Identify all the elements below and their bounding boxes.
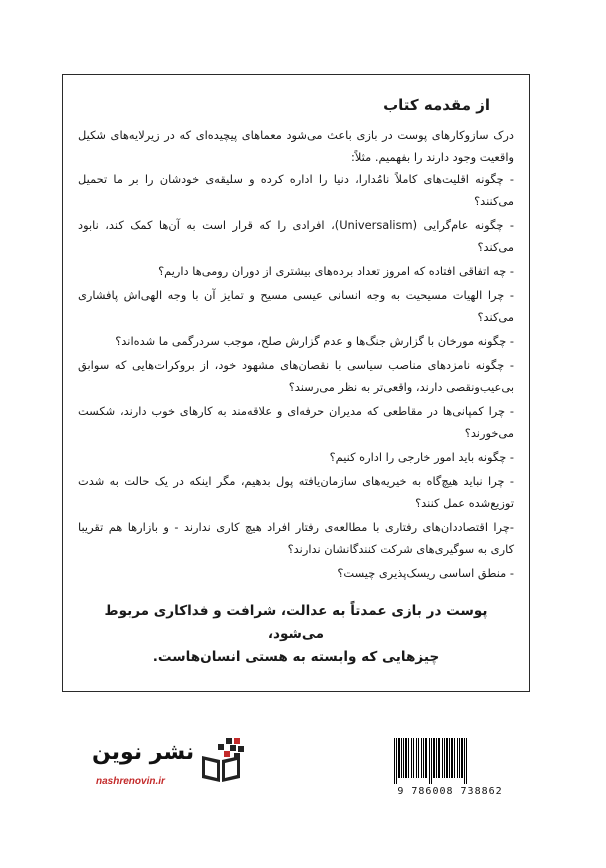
- list-item: - چگونه مورخان با گزارش جنگ‌ها و عدم گزارش صلح، موجب سردرگمی ما شده‌اند؟: [115, 334, 514, 348]
- barcode-bar: [401, 738, 402, 778]
- barcode-bar: [459, 738, 460, 778]
- closing-line: چیزهایی که وابسته به هستی انسان‌هاست.: [152, 649, 440, 665]
- barcode-bar: [457, 738, 458, 778]
- barcode-bar: [418, 738, 419, 778]
- publisher-logo: [92, 738, 252, 796]
- barcode-bar: [429, 738, 430, 784]
- barcode-bar: [438, 738, 440, 778]
- barcode-bar: [416, 738, 417, 778]
- closing-line: پوست در بازی عمدتاً به عدالت، شرافت و فداکاری مربوط می‌شود،: [104, 603, 488, 642]
- barcode-bar: [442, 738, 443, 778]
- barcode-bar: [405, 738, 407, 778]
- list-item: - چرا الهیات مسیحیت به وجه انسانی عیسی مسیح و تمایز آن با وجه الهی‌اش پافشاری می‌کند؟: [78, 288, 514, 324]
- barcode-bar: [446, 738, 448, 778]
- barcode-bar: [411, 738, 412, 778]
- barcode-bar: [394, 738, 395, 784]
- barcode-bar: [466, 738, 467, 784]
- list-item: - چگونه نامزدهای مناصب سیاسی با نقصان‌های مشهود خود، از بروکرات‌هایی که سوابق بی‌عیب‌ونقصی دارند، واقعی‌تر به نظر می‌رسند؟: [78, 358, 514, 394]
- barcode-bar: [436, 738, 437, 778]
- barcode-bar: [403, 738, 404, 778]
- barcode-bar: [431, 738, 432, 784]
- list-item: - چگونه عام‌گرایی (Universalism)، افرادی را که قرار است به آن‌ها کمک کند، نابود می‌کند؟: [78, 218, 514, 254]
- barcode-bar: [454, 738, 455, 778]
- question-list: [78, 168, 514, 584]
- list-item: - چگونه اقلیت‌های کاملاً نامُدارا، دنیا را اداره کرده و سلیقه‌ی خودشان را بر ما تحمیل می‌کنند؟: [78, 172, 514, 208]
- book-pixel-logo-icon: [200, 738, 246, 784]
- barcode-bar: [421, 738, 422, 778]
- excerpt-title: از مقدمه کتاب: [383, 96, 490, 114]
- isbn-number: 9 786008 738862: [397, 786, 503, 797]
- list-item: - چگونه باید امور خارجی را اداره کنیم؟: [329, 450, 514, 464]
- barcode-bars: [388, 738, 512, 784]
- list-item: - منطق اساسی ریسک‌پذیری چیست؟: [337, 566, 514, 580]
- barcode-bar: [433, 738, 435, 778]
- publisher-url: nashrenovin.ir: [96, 776, 165, 787]
- book-excerpt: [78, 96, 514, 669]
- barcode-bar: [413, 738, 414, 778]
- list-item: - چه اتفاقی افتاده که امروز تعداد برده‌های بیشتری از دوران رومی‌ها داریم؟: [158, 264, 514, 278]
- closing-statement: [78, 600, 514, 669]
- list-item: -چرا اقتصاددان‌های رفتاری با مطالعه‌ی رفتار افراد هیچ کاری ندارند - و بازارها هم تقریبا کاری به سوگیری‌های شرکت کنندگانشان ندارند؟: [78, 520, 514, 556]
- barcode-bar: [425, 738, 427, 778]
- list-item: - چرا نباید هیچ‌گاه به خیریه‌های سازمان‌یافته پول بدهیم، مگر اینکه در یک حالت به شدت توزیع‌شده عمل کنند؟: [78, 474, 514, 510]
- excerpt-intro: درک سازوکارهای پوست در بازی باعث می‌شود معماهای پیچیده‌ای که در زیرلایه‌های شکیل واقعیت وجود دارند را بفهمیم. مثلاً:: [78, 128, 514, 164]
- isbn-barcode: [388, 738, 512, 796]
- barcode-bar: [408, 738, 409, 778]
- barcode-bar: [423, 738, 424, 778]
- barcode-bar: [396, 738, 397, 784]
- barcode-bar: [398, 738, 400, 778]
- barcode-bar: [464, 738, 465, 784]
- list-item: - چرا کمپانی‌ها در مقاطعی که مدیران حرفه‌ای و علاقه‌مند به کارهای خوب دارند، شکست می‌خورند؟: [78, 404, 514, 440]
- barcode-bar: [451, 738, 453, 778]
- publisher-name: نشر نوین: [92, 740, 195, 765]
- barcode-bar: [444, 738, 445, 778]
- barcode-bar: [461, 738, 463, 778]
- barcode-bar: [449, 738, 450, 778]
